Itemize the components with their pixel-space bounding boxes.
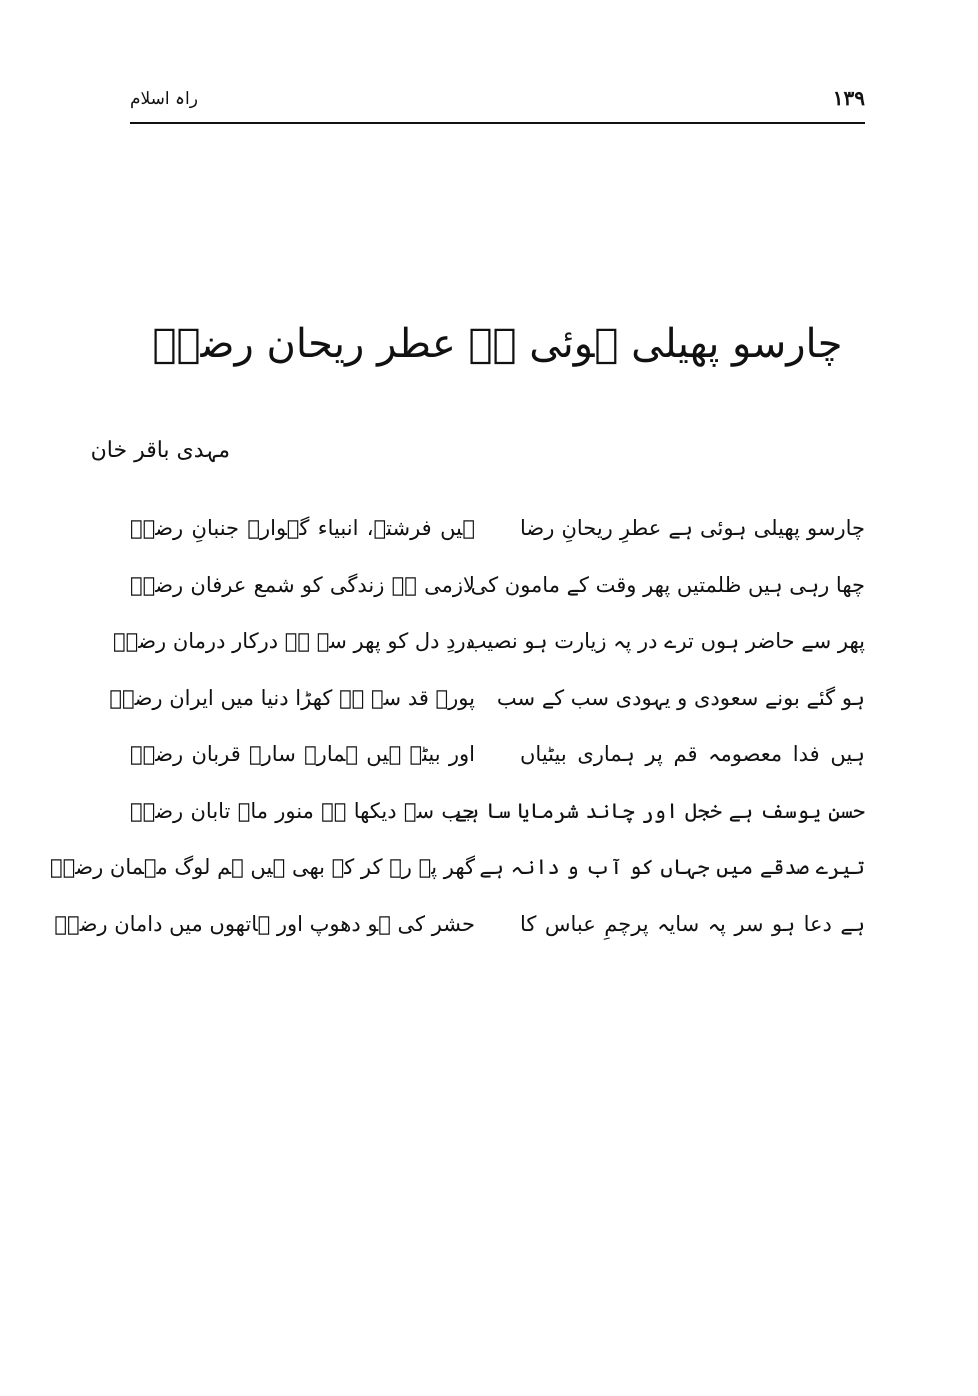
couplet [130,726,865,783]
couplet [54,896,865,953]
poem-body [50,500,865,952]
couplet [113,613,865,670]
couplet-second-line: جب سے دیکھا ہے منور ماہ تابان رضاؑ [130,798,475,823]
couplet [130,500,865,557]
running-head [130,84,865,120]
couplet-first-line: تیرے صدقے میں جہاں کو آب و دانہ ہے [479,855,865,880]
couplet-second-line: لازمی ہے زندگی کو شمع عرفان رضاؑ [130,572,475,597]
couplet [50,839,865,896]
couplet-first-line: حسنِ یوسف ہے خجل اور چاند شرمایا سا ہے [454,798,865,823]
couplet-second-line: ہیں فرشتے، انبیاء گہوارہ جنبانِ رضاؑ [130,516,475,541]
header-rule [130,122,865,124]
couplet [109,670,865,727]
couplet-second-line: حشر کی ہو دھوپ اور ہاتھوں میں دامان رضاؑ [54,911,475,936]
couplet-first-line: ہیں فدا معصومہ قم پر ہماری بیٹیاں [520,742,865,767]
couplet-second-line: پورے قد سے ہے کھڑا دنیا میں ایران رضاؑ [109,685,475,710]
couplet-first-line: ہے دعا ہو سر پہ سایہ پرچمِ عباس کا [520,911,865,936]
poem-title: چارسو پھیلی ہوئی ہے عطر ریحان رضاؑ [152,321,843,367]
couplet-first-line: پھر سے حاضر ہوں ترے در پہ زیارت ہو نصیب [466,629,865,654]
couplet-second-line: اور بیٹے ہیں ہمارے سارے قربان رضاؑ [130,742,475,767]
poet-name: مہدی باقر خان [90,438,230,463]
couplet-second-line: دردِ دل کو پھر سے ہے درکار درمان رضاؑ [113,629,475,654]
page-number: ۱۳۹ [832,86,865,110]
couplet-second-line: گھر پہ رہ کر کے بھی ہیں ہم لوگ مہمان رضاؑ [50,855,475,880]
couplet-first-line: ہو گئے بونے سعودی و یہودی سب کے سب [496,685,865,710]
book-title: راہ اسلام [130,89,198,109]
couplet-first-line: چھا رہی ہیں ظلمتیں پھر وقت کے مامون کی [470,572,865,597]
couplet-first-line: چارسو پھیلی ہوئی ہے عطرِ ریحانِ رضا [520,516,865,541]
couplet [130,557,865,614]
couplet [130,783,865,840]
